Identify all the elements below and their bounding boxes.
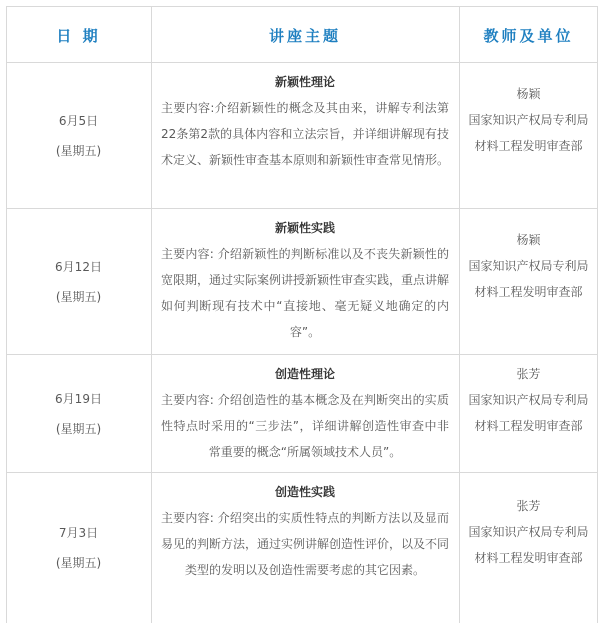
lecture-date: 7月3日 bbox=[58, 526, 99, 540]
table-header bbox=[6, 6, 598, 62]
topic-cell bbox=[151, 63, 459, 208]
teacher-unit: 国家知识产权局专利局材料工程发明审查部 bbox=[468, 259, 589, 299]
teacher-name: 杨颖 bbox=[516, 87, 541, 101]
date-cell bbox=[6, 63, 151, 208]
teacher-unit: 国家知识产权局专利局材料工程发明审查部 bbox=[468, 525, 589, 565]
teacher-name: 张芳 bbox=[516, 367, 541, 381]
topic-cell bbox=[151, 209, 459, 354]
lecture-weekday: (星期五) bbox=[55, 421, 102, 436]
teacher-cell bbox=[459, 209, 598, 354]
table-row bbox=[6, 472, 598, 623]
header-date: 日 期 bbox=[56, 26, 101, 45]
topic-cell bbox=[151, 473, 459, 623]
date-cell bbox=[6, 473, 151, 623]
table-row bbox=[6, 354, 598, 472]
date-cell bbox=[6, 209, 151, 354]
topic-title: 新颖性实践 bbox=[274, 221, 335, 235]
lecture-date: 6月19日 bbox=[55, 391, 102, 406]
topic-title: 创造性理论 bbox=[274, 367, 335, 381]
topic-title: 新颖性理论 bbox=[274, 75, 335, 89]
teacher-name: 张芳 bbox=[516, 499, 541, 513]
teacher-cell bbox=[459, 355, 598, 472]
topic-description: 主要内容: 介绍突出的实质性特点的判断方法以及显而易见的判断方法，通过实例讲解创造性评价，以及不同类型的发明以及创造性需要考虑的其它因素。 bbox=[161, 511, 450, 577]
teacher-unit: 国家知识产权局专利局材料工程发明审查部 bbox=[468, 113, 589, 153]
lecture-weekday: (星期五) bbox=[55, 143, 102, 158]
lecture-date: 6月12日 bbox=[55, 259, 102, 274]
lecture-weekday: (星期五) bbox=[55, 289, 102, 304]
topic-title: 创造性实践 bbox=[274, 485, 335, 499]
teacher-unit: 国家知识产权局专利局材料工程发明审查部 bbox=[468, 393, 589, 433]
topic-cell bbox=[151, 355, 459, 472]
lecture-date: 6月5日 bbox=[58, 113, 99, 128]
topic-description: 主要内容: 介绍新颖性的判断标准以及不丧失新颖性的宽限期，通过实际案例讲授新颖性审查实践，重点讲解如何判断现有技术中“直接地、毫无疑义地确定的内容”。 bbox=[161, 247, 450, 339]
date-cell bbox=[6, 355, 151, 472]
teacher-cell bbox=[459, 63, 598, 208]
topic-description: 主要内容:介绍新颖性的概念及其由来，讲解专利法第22条第2款的具体内容和立法宗旨，并详细讲解现有技术定义、新颖性审查基本原则和新颖性审查常见情形。 bbox=[161, 101, 450, 167]
teacher-cell bbox=[459, 473, 598, 623]
teacher-name: 杨颖 bbox=[516, 233, 541, 247]
table-row bbox=[6, 208, 598, 354]
header-teacher: 教师及单位 bbox=[483, 26, 574, 45]
table-row bbox=[6, 62, 598, 208]
topic-description: 主要内容: 介绍创造性的基本概念及在判断突出的实质性特点时采用的“三步法”，详细讲解创造性审查中非常重要的概念“所属领域技术人员”。 bbox=[161, 393, 449, 459]
header-topic: 讲座主题 bbox=[268, 26, 341, 45]
lecture-weekday: (星期五) bbox=[55, 556, 102, 570]
